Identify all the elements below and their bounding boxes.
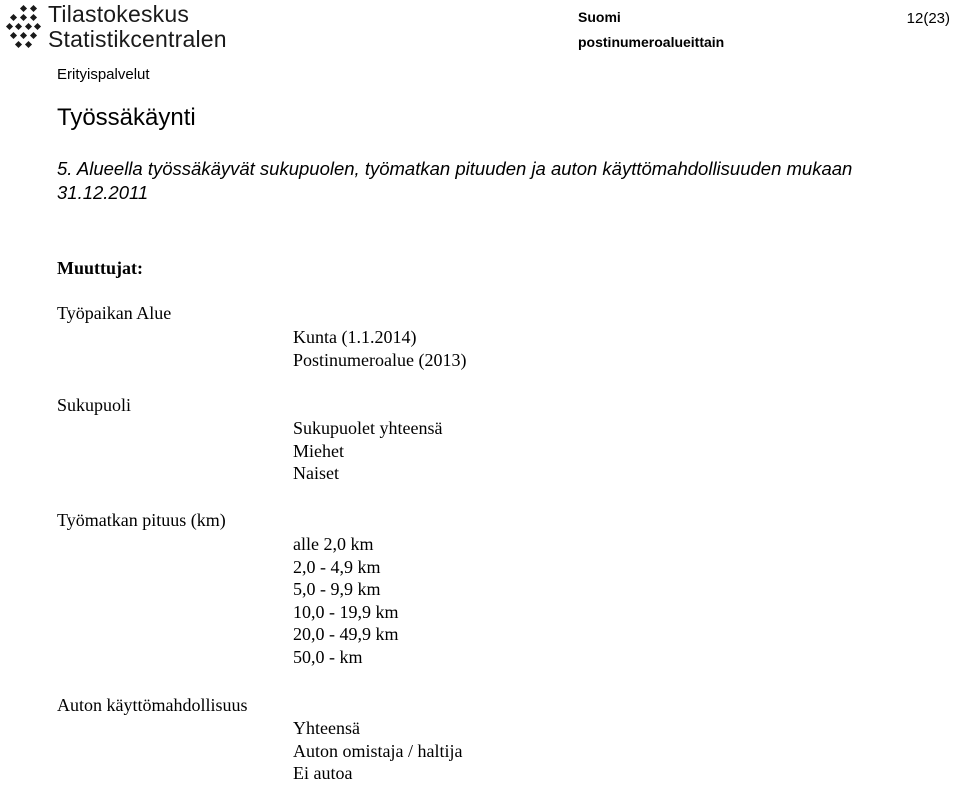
value-item: 10,0 - 19,9 km [293, 601, 399, 622]
variables-heading: Muuttujat: [57, 258, 143, 278]
region-label: Suomi [578, 9, 621, 25]
variable-name-area: Työpaikan Alue [57, 303, 172, 323]
page-number: 12(23) [906, 10, 950, 27]
logo-text-fi: Tilastokeskus [48, 1, 190, 27]
variable-name-commute: Työmatkan pituus (km) [57, 510, 226, 530]
variable-name-gender: Sukupuoli [57, 395, 132, 415]
value-item: Miehet [293, 440, 344, 461]
value-item: Postinumeroalue (2013) [293, 349, 467, 370]
value-item: Kunta (1.1.2014) [293, 327, 417, 347]
variable-values-gender [293, 417, 442, 485]
logo-mark-icon [4, 2, 44, 52]
section-label: Erityispalvelut [57, 66, 150, 83]
value-item: 20,0 - 49,9 km [293, 624, 399, 644]
variable-values-commute [293, 533, 399, 668]
value-item: Ei autoa [293, 763, 353, 783]
table-subtitle: 5. Alueella työssäkäyvät sukupuolen, työmatkan pituuden ja auton käyttömahdollisuuden mukaan 31.12.2011 [57, 158, 853, 203]
value-item: Sukupuolet yhteensä [293, 418, 443, 438]
page-title: Työssäkäynti [57, 104, 196, 131]
value-item: Yhteensä [293, 718, 360, 738]
value-item: alle 2,0 km [293, 534, 374, 554]
logo-text-sv: Statistikcentralen [48, 26, 227, 52]
variable-values-car [293, 717, 462, 785]
value-item: 50,0 - km [293, 646, 363, 667]
value-item: Auton omistaja / haltija [293, 740, 463, 761]
value-item: 2,0 - 4,9 km [293, 556, 381, 577]
region-subtitle: postinumeroalueittain [578, 34, 725, 50]
variable-values-area [293, 326, 466, 371]
variable-name-car: Auton käyttömahdollisuus [57, 695, 248, 715]
value-item: Naiset [293, 463, 339, 483]
value-item: 5,0 - 9,9 km [293, 579, 381, 599]
tilastokeskus-logo [4, 2, 254, 54]
